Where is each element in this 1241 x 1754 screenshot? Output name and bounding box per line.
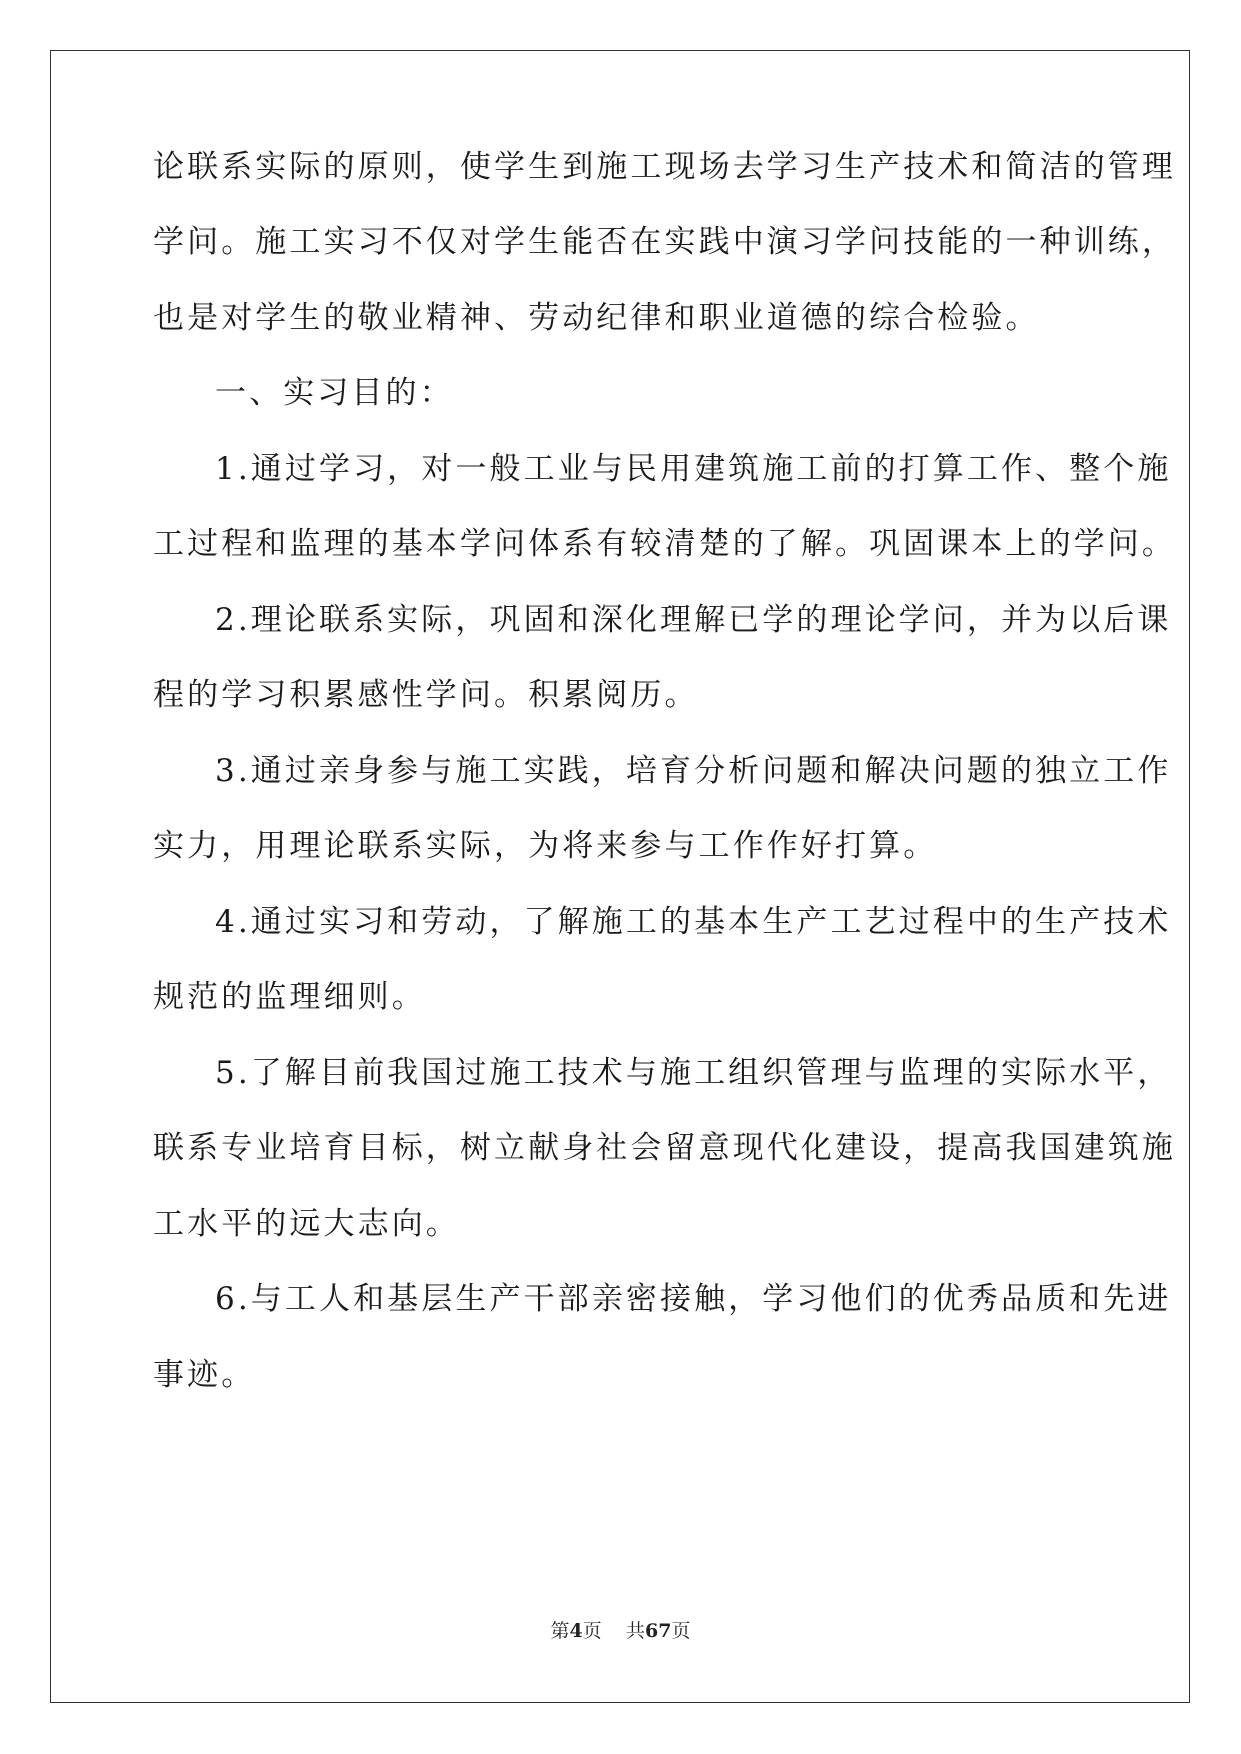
text-line: 程的学习积累感性学问。积累阅历。 <box>153 677 699 713</box>
text-line: 工水平的远大志向。 <box>153 1206 460 1242</box>
text-line: 实力，用理论联系实际，为将来参与工作作好打算。 <box>153 828 938 864</box>
text-line: 2.理论联系实际，巩固和深化理解已学的理论学问，并为以后课 <box>215 602 1172 638</box>
text-line: 1.通过学习，对一般工业与民用建筑施工前的打算工作、整个施 <box>215 451 1172 487</box>
text-line: 5.了解目前我国过施工技术与施工组织管理与监理的实际水平， <box>215 1055 1172 1091</box>
text-line: 规范的监理细则。 <box>153 979 426 1015</box>
text-line: 工过程和监理的基本学问体系有较清楚的了解。巩固课本上的学问。 <box>153 526 1176 562</box>
total-label-prefix: 共 <box>625 1620 645 1642</box>
total-label-suffix: 页 <box>671 1620 691 1642</box>
text-line: 4.通过实习和劳动，了解施工的基本生产工艺过程中的生产技术 <box>215 904 1172 940</box>
text-line: 也是对学生的敬业精神、劳动纪律和职业道德的综合检验。 <box>153 300 1040 336</box>
page-label-prefix: 第 <box>550 1620 570 1642</box>
page-label-suffix: 页 <box>582 1620 602 1642</box>
text-line: 3.通过亲身参与施工实践，培育分析问题和解决问题的独立工作 <box>215 753 1172 789</box>
page-border <box>50 50 1190 1703</box>
text-line: 联系专业培育目标，树立献身社会留意现代化建设，提高我国建筑施 <box>153 1130 1176 1166</box>
section-heading: 一、实习目的： <box>215 375 454 411</box>
text-line: 事迹。 <box>153 1357 256 1393</box>
text-line: 学问。施工实习不仅对学生能否在实践中演习学问技能的一种训练， <box>153 224 1176 260</box>
page-number: 4 <box>569 1620 583 1642</box>
page-footer <box>0 1616 1241 1643</box>
text-line: 6.与工人和基层生产干部亲密接触，学习他们的优秀品质和先进 <box>215 1281 1172 1317</box>
text-line: 论联系实际的原则，使学生到施工现场去学习生产技术和简洁的管理 <box>153 149 1176 185</box>
total-pages: 67 <box>644 1620 672 1642</box>
